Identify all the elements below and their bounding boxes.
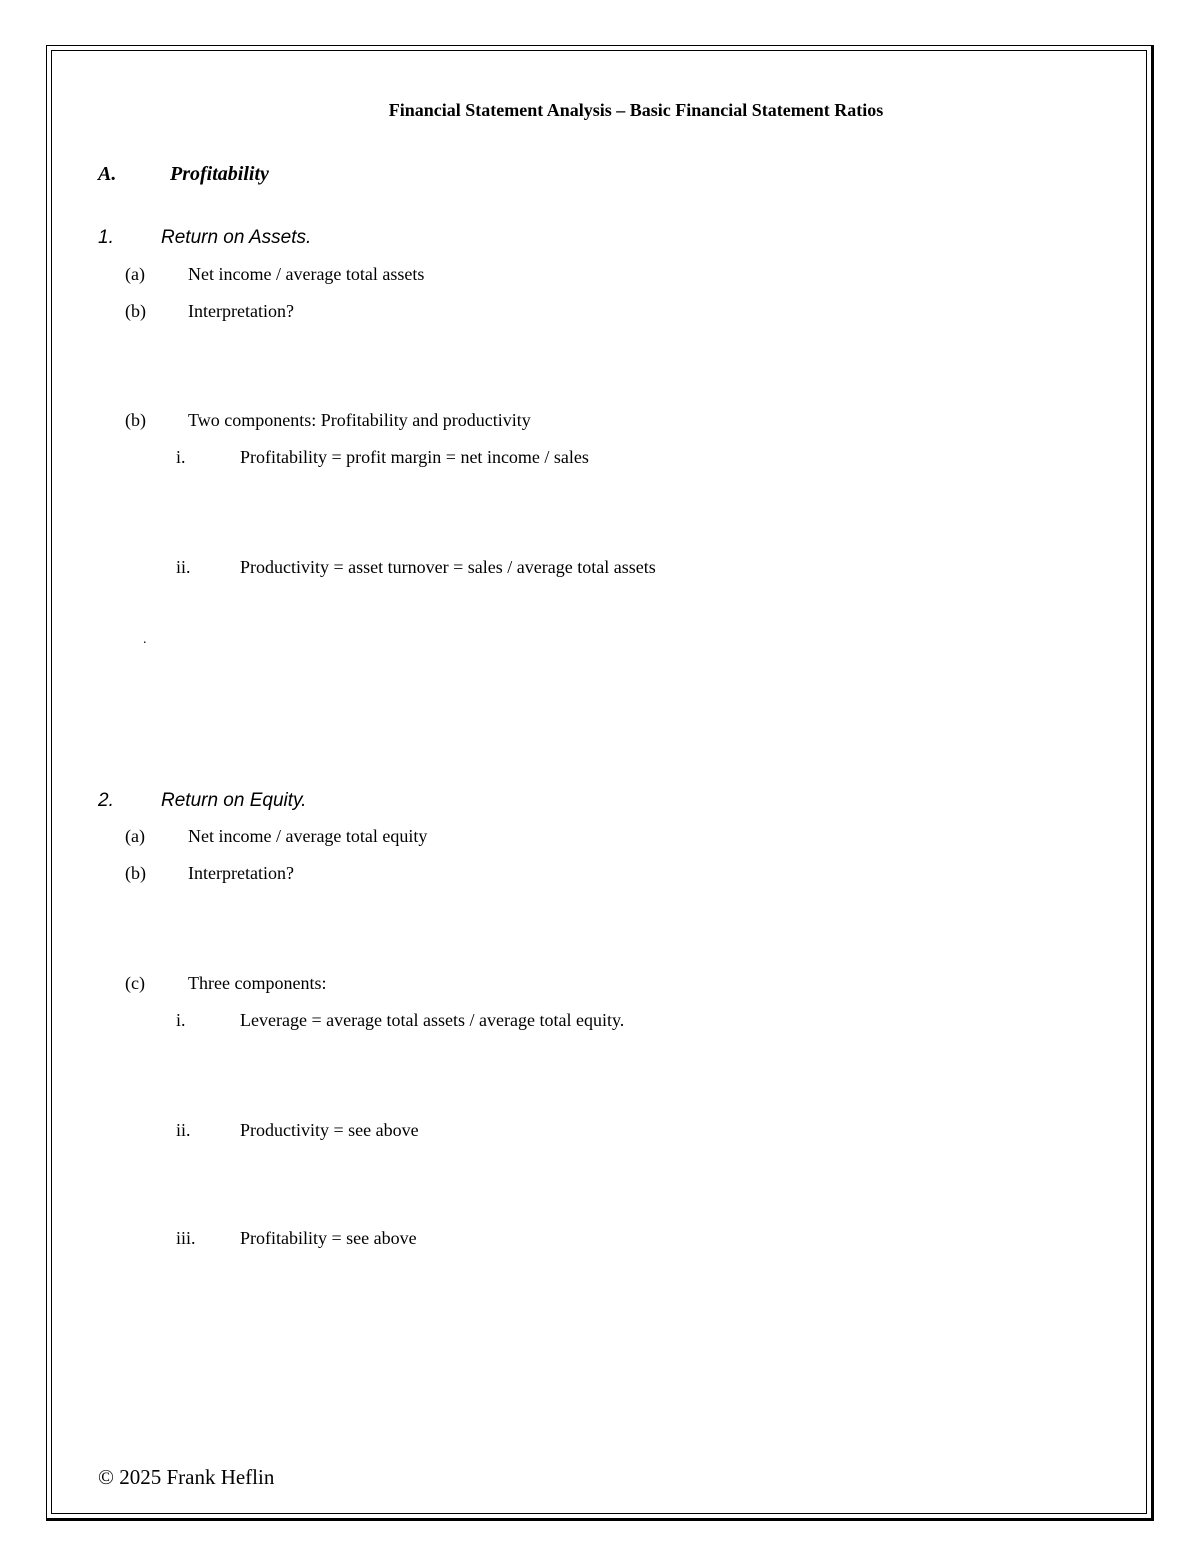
sublist-marker: ii. [176,1120,191,1140]
sublist-text: Profitability = profit margin = net income / sales [240,447,589,467]
list-marker: (b) [125,301,146,321]
list-marker: (c) [125,973,145,993]
sublist-text: Productivity = asset turnover = sales / average total assets [240,557,656,577]
list-marker: (a) [125,264,145,284]
list-marker: (b) [125,863,146,883]
item-heading: Return on Assets. [161,227,312,248]
sublist-marker: i. [176,1010,186,1030]
list-text: Two components: Profitability and productivity [188,410,531,430]
list-marker: (b) [125,410,146,430]
item-number: 2. [98,790,114,811]
sublist-marker: i. [176,447,186,467]
copyright-footer: © 2025 Frank Heflin [98,1465,275,1489]
list-text: Net income / average total assets [188,264,425,284]
sublist-marker: iii. [176,1228,196,1248]
item-heading: Return on Equity. [161,790,307,811]
sublist-text: Profitability = see above [240,1228,417,1248]
document-title: Financial Statement Analysis – Basic Financial Statement Ratios [388,100,884,120]
section-heading: Profitability [170,163,269,185]
list-text: Three components: [188,973,327,993]
item-number: 1. [98,227,114,248]
list-marker: (a) [125,826,145,846]
sublist-text: Productivity = see above [240,1120,419,1140]
sublist-text: Leverage = average total assets / average total equity. [240,1010,625,1030]
list-text: Interpretation? [188,863,294,883]
section-letter: A. [98,163,117,185]
list-text: Interpretation? [188,301,294,321]
list-text: Net income / average total equity [188,826,428,846]
stray-period: . [143,632,147,647]
sublist-marker: ii. [176,557,191,577]
